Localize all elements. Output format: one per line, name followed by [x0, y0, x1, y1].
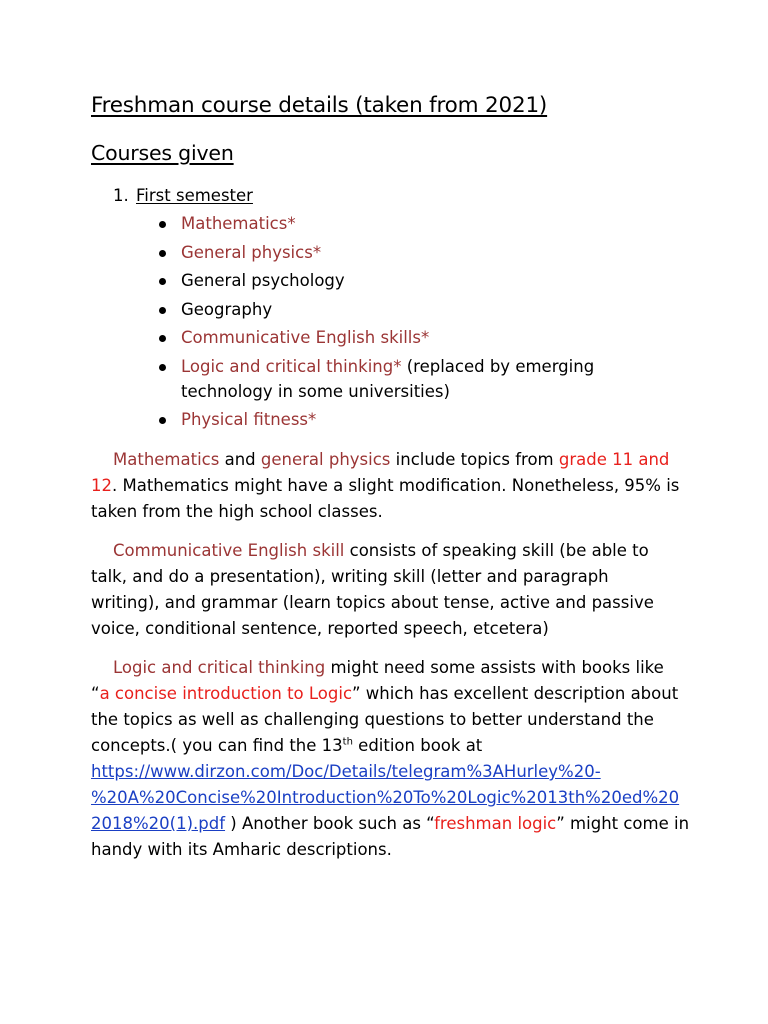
paragraph-english [91, 538, 691, 642]
course-name: Mathematics* [181, 214, 296, 233]
superscript: th [342, 736, 353, 748]
numbered-list-item [113, 186, 253, 205]
list-item [158, 211, 638, 236]
text: handy with its Amharic descriptions. [91, 840, 392, 859]
semester-label: First semester [136, 186, 253, 205]
list-item [158, 325, 638, 350]
term-general-physics: general physics [260, 450, 391, 469]
term-grade-12: 12 [91, 476, 112, 495]
course-name: General psychology [181, 271, 345, 290]
book-title-2: freshman logic [434, 814, 557, 833]
term-logic: Logic and critical thinking [113, 658, 326, 677]
text: ) Another book such as “ [225, 814, 435, 833]
course-name: Logic and critical thinking* [181, 356, 402, 376]
course-list [158, 211, 638, 436]
document-title: Freshman course details (taken from 2021) [91, 93, 548, 118]
term-grade-range: grade 11 and [558, 450, 670, 469]
text: include topics from [390, 450, 559, 469]
text: . Mathematics might have a slight modification. Nonetheless, 95% is [112, 476, 680, 495]
text: might need some assists with books like [325, 658, 664, 677]
list-item [158, 354, 638, 404]
term-mathematics: Mathematics [113, 450, 220, 469]
text: the topics as well as challenging questions to better understand the [91, 710, 654, 729]
link-text[interactable]: https://www.dirzon.com/Doc/Details/telegram%3AHurley%20- [91, 762, 601, 781]
text: ” might come in [556, 814, 690, 833]
text: “ [91, 684, 100, 703]
list-item [158, 268, 638, 293]
paragraph-math-physics [91, 447, 691, 525]
text: ” which has excellent description about [352, 684, 679, 703]
text: taken from the high school classes. [91, 502, 383, 521]
list-item [158, 240, 638, 265]
text: talk, and do a presentation), writing skill (letter and paragraph [91, 567, 609, 586]
section-heading: Courses given [91, 141, 234, 165]
course-note-continued: technology in some universities) [181, 381, 450, 401]
text: and [219, 450, 261, 469]
link-text[interactable]: %20A%20Concise%20Introduction%20To%20Logic%2013th%20ed%20 [91, 788, 680, 807]
text: voice, conditional sentence, reported speech, etcetera) [91, 619, 549, 638]
course-name: General physics* [181, 242, 322, 262]
course-name: Communicative English skills* [181, 328, 430, 347]
list-number: 1. [113, 186, 129, 205]
list-item [158, 407, 638, 432]
course-note: (replaced by emerging [401, 356, 595, 376]
text: edition book at [352, 736, 483, 755]
text: concepts.( you can find the 13 [91, 736, 343, 755]
list-item [158, 297, 638, 322]
course-name: Physical fitness* [181, 410, 317, 429]
course-name: Geography [181, 299, 273, 319]
text: consists of speaking skill (be able to [344, 541, 649, 560]
paragraph-logic [91, 655, 691, 863]
link-text[interactable]: 2018%20(1).pdf [91, 814, 226, 833]
term-english-skill: Communicative English skill [113, 541, 345, 560]
text: writing), and grammar (learn topics about tense, active and passive [91, 593, 654, 612]
book-title: a concise introduction to Logic [99, 684, 353, 703]
